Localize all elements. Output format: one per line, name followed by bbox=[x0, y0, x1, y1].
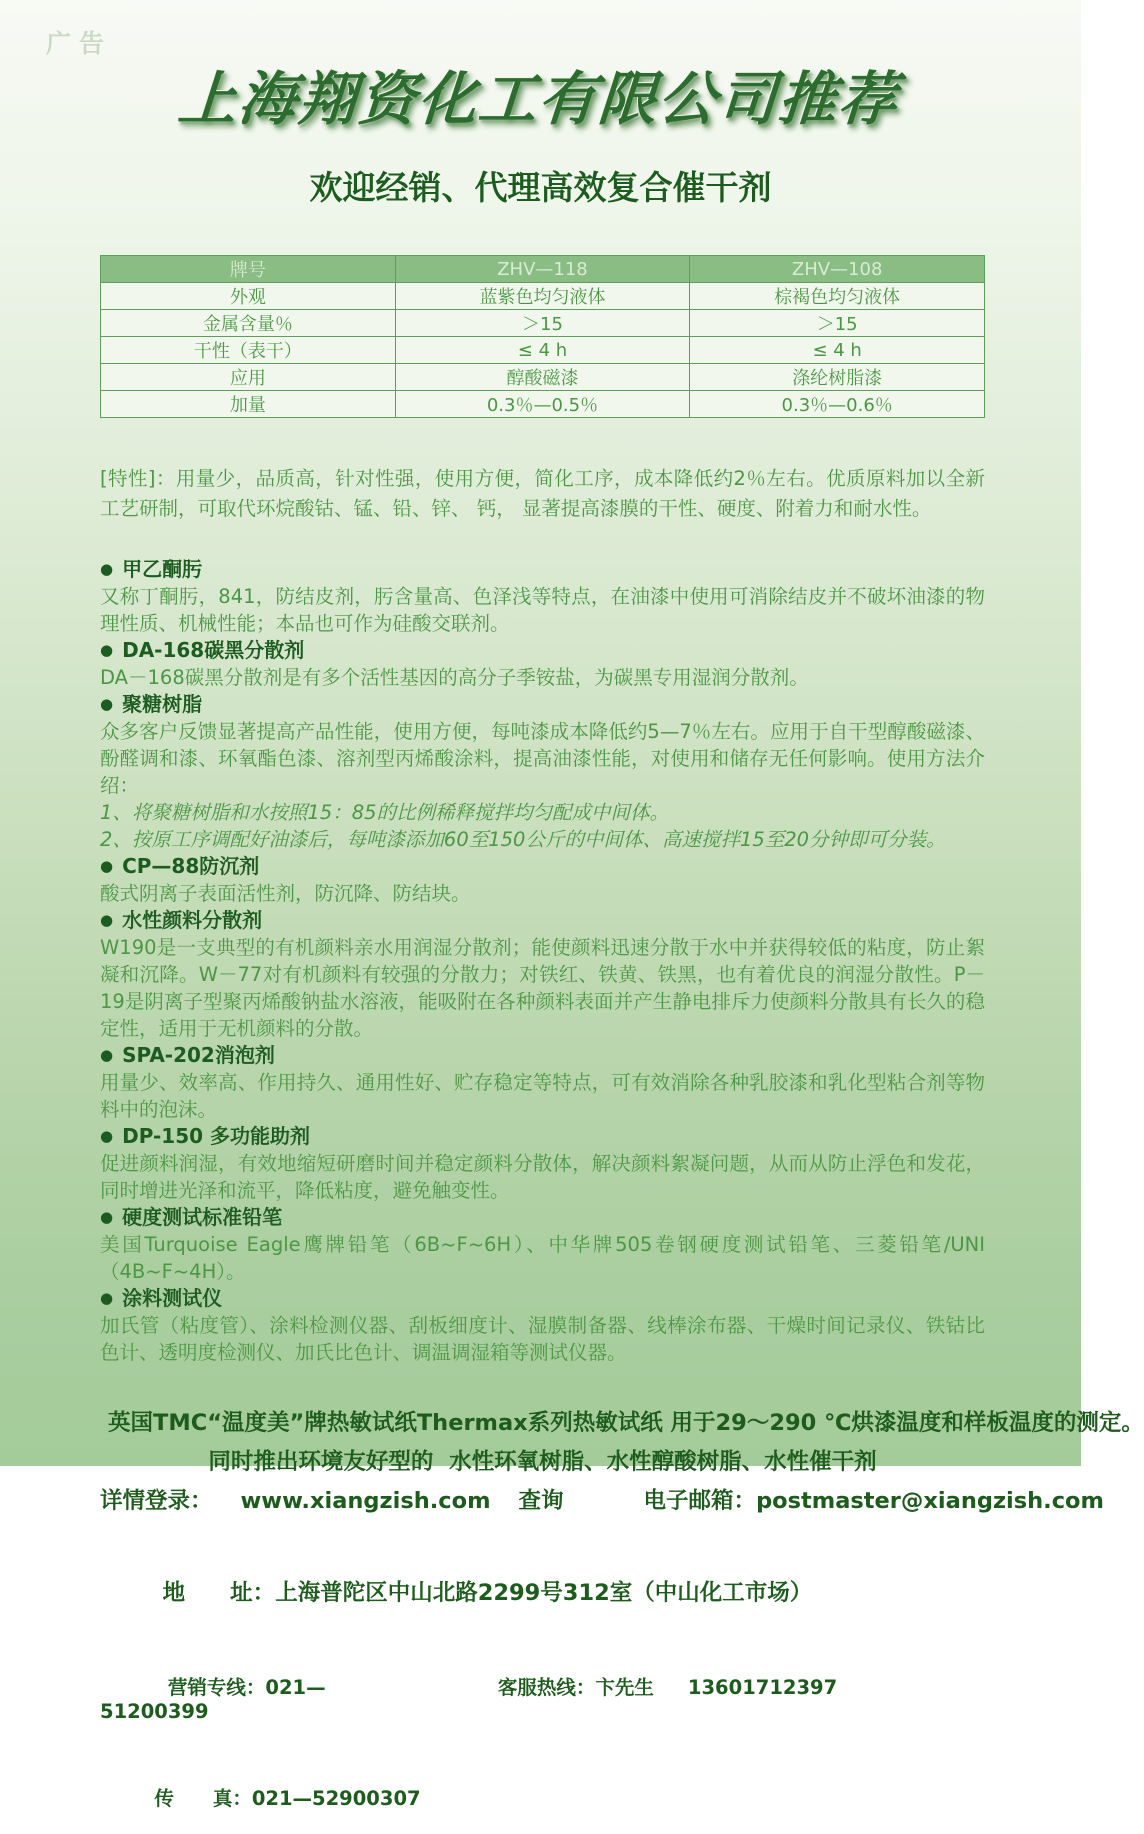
section-dp150 bbox=[100, 1123, 985, 1204]
marketing-line bbox=[100, 1649, 430, 1746]
email-label: 电子邮箱： bbox=[643, 1488, 757, 1514]
section-body: 促进颜料润湿，有效地缩短研磨时间并稳定颜料分散体，解决颜料絮凝问题，从而从防止浮色和发花，同时增进光泽和流平，降低粘度，避免触变性。 bbox=[100, 1152, 985, 1202]
table-header-cell: 牌号 bbox=[101, 256, 396, 283]
section-heading bbox=[100, 556, 985, 583]
section-heading bbox=[100, 907, 985, 934]
contact-block bbox=[100, 1549, 985, 1834]
table-cell: ＞15 bbox=[690, 310, 985, 337]
table-cell: ＞15 bbox=[395, 310, 690, 337]
features-paragraph: [特性]：用量少，品质高，针对性强，使用方便，简化工序，成本降低约2％左右。优质原料加以全新工艺研制，可取代环烷酸钴、锰、铅、锌、 钙， 显著提高漆膜的干性、硬度、附着力和耐水性。 bbox=[100, 467, 985, 520]
ad-corner-label: 广告 bbox=[46, 29, 113, 58]
usage-step-1: 1、将聚糖树脂和水按照15：85的比例稀释搅拌均匀配成中间体。 bbox=[100, 801, 670, 824]
section-heading bbox=[100, 1285, 985, 1312]
section-body: DA－168碳黑分散剂是有多个活性基因的高分子季铵盐，为碳黑专用湿润分散剂。 bbox=[100, 666, 809, 689]
table-cell: 蓝紫色均匀液体 bbox=[395, 283, 690, 310]
table-row bbox=[101, 391, 985, 418]
website-label: 详情登录： bbox=[100, 1488, 213, 1514]
section-body: 众多客户反馈显著提高产品性能，使用方便，每吨漆成本降低约5—7％左右。应用于自干型醇酸磁漆、酚醛调和漆、环氧酯色漆、溶剂型丙烯酸涂料，提高油漆性能，对使用和储存无任何影响。使用方法介绍： bbox=[100, 720, 985, 797]
table-cell: 醇酸磁漆 bbox=[395, 364, 690, 391]
section-heading bbox=[100, 1204, 985, 1231]
table-cell: 金属含量％ bbox=[101, 310, 396, 337]
website-text: www.xiangzish.com bbox=[240, 1488, 491, 1514]
marketing-phone: 021—51200399 bbox=[100, 1676, 326, 1723]
page-title: 上海翔资化工有限公司推荐 bbox=[175, 65, 901, 133]
section-body: 美国Turquoise Eagle鹰牌铅笔（6B~F~6H）、中华牌505卷钢硬度测试铅笔、三菱铅笔/UNI（4B~F~4H）。 bbox=[100, 1233, 985, 1283]
promo-waterborne-line: 同时推出环境友好型的 水性环氧树脂、水性醇酸树脂、水性催干剂 bbox=[208, 1449, 877, 1475]
service-label: 客服热线： bbox=[497, 1676, 596, 1699]
section-heading-label: 聚糖树脂 bbox=[122, 692, 203, 716]
email-text: postmaster@xiangzish.com bbox=[756, 1488, 1104, 1514]
product-sections bbox=[100, 556, 985, 1366]
section-da168 bbox=[100, 637, 985, 691]
table-header-cell: ZHV—118 bbox=[395, 256, 690, 283]
bullet-icon: ● bbox=[100, 560, 114, 578]
section-cp88 bbox=[100, 853, 985, 907]
service-line bbox=[430, 1649, 837, 1746]
table-header-cell: ZHV—108 bbox=[690, 256, 985, 283]
bullet-icon: ● bbox=[100, 695, 114, 713]
promo-links-line bbox=[100, 1482, 1104, 1521]
section-body: 加氏管（粘度管）、涂料检测仪器、刮板细度计、湿膜制备器、线棒涂布器、干燥时间记录仪、铁钴比色计、透明度检测仪、加氏比色计、调温调湿箱等测试仪器。 bbox=[100, 1314, 985, 1364]
table-row bbox=[101, 337, 985, 364]
bullet-icon: ● bbox=[100, 1208, 114, 1226]
bullet-icon: ● bbox=[100, 1127, 114, 1145]
table-cell: 0.3％—0.6％ bbox=[690, 391, 985, 418]
table-header-row bbox=[101, 256, 985, 283]
section-heading-label: 水性颜料分散剂 bbox=[122, 908, 263, 932]
address-label: 地 址： bbox=[162, 1580, 276, 1606]
fax-phone: 021—52900307 bbox=[251, 1787, 421, 1810]
section-jutang-shuzhi bbox=[100, 691, 985, 853]
section-heading bbox=[100, 1123, 985, 1150]
table-cell: ≤ 4 h bbox=[395, 337, 690, 364]
section-jiayi-tongwo bbox=[100, 556, 985, 637]
section-heading-label: DA-168碳黑分散剂 bbox=[122, 638, 305, 662]
table-cell: 应用 bbox=[101, 364, 396, 391]
section-heading-label: 涂料测试仪 bbox=[122, 1286, 223, 1310]
table-cell: 干性（表干） bbox=[101, 337, 396, 364]
query-label: 查询 bbox=[518, 1488, 564, 1514]
section-body: 又称丁酮肟，841，防结皮剂，肟含量高、色泽浅等特点，在油漆中使用可消除结皮并不破坏油漆的物理性质、机械性能；本品也可作为硅酸交联剂。 bbox=[100, 585, 985, 635]
table-cell: 涤纶树脂漆 bbox=[690, 364, 985, 391]
section-heading-label: CP—88防沉剂 bbox=[122, 854, 260, 878]
section-heading bbox=[100, 853, 985, 880]
service-contact: 卞先生 bbox=[595, 1676, 654, 1699]
marketing-label: 营销专线： bbox=[167, 1676, 266, 1699]
bullet-icon: ● bbox=[100, 641, 114, 659]
promo-block bbox=[100, 1404, 1144, 1521]
section-tuliao-ceshiyi bbox=[100, 1285, 985, 1366]
section-heading bbox=[100, 1042, 985, 1069]
address-value: 上海普陀区中山北路2299号312室（中山化工市场） bbox=[275, 1580, 813, 1606]
table-cell: ≤ 4 h bbox=[690, 337, 985, 364]
section-shuixing-yanliao bbox=[100, 907, 985, 1042]
page-subtitle: 欢迎经销、代理高效复合催干剂 bbox=[309, 168, 772, 207]
bullet-icon: ● bbox=[100, 1046, 114, 1064]
promo-thermax-line: 英国TMC“温度美”牌热敏试纸Thermax系列热敏试纸 用于29～290 ℃烘漆温度和样板温度的测定。 bbox=[108, 1410, 1144, 1436]
section-heading bbox=[100, 637, 985, 664]
section-heading bbox=[100, 691, 985, 718]
section-yingdu-qianbi bbox=[100, 1204, 985, 1285]
section-heading-label: SPA-202消泡剂 bbox=[122, 1043, 275, 1067]
section-body: W190是一支典型的有机颜料亲水用润湿分散剂；能使颜料迅速分散于水中并获得较低的粘度，防止絮凝和沉降。W－77对有机颜料有较强的分散力；对铁红、铁黄、铁黑，也有着优良的润湿分散性。P－19是阴离子型聚丙烯酸钠盐水溶液，能吸附在各种颜料表面并产生静电排斥力使颜料分散具有长久的稳定性，适用于无机颜料的分散。 bbox=[100, 936, 985, 1040]
section-spa202 bbox=[100, 1042, 985, 1123]
section-heading-label: 硬度测试标准铅笔 bbox=[122, 1205, 283, 1229]
bullet-icon: ● bbox=[100, 1289, 114, 1307]
table-row bbox=[101, 310, 985, 337]
table-cell: 棕褐色均匀液体 bbox=[690, 283, 985, 310]
usage-step-2: 2、按原工序调配好油漆后，每吨漆添加60至150公斤的中间体、高速搅拌15至20分钟即可分装。 bbox=[100, 828, 946, 851]
section-body: 用量少、效率高、作用持久、通用性好、贮存稳定等特点，可有效消除各种乳胶漆和乳化型粘合剂等物料中的泡沫。 bbox=[100, 1071, 985, 1121]
section-body: 酸式阴离子表面活性剂，防沉降、防结块。 bbox=[100, 882, 471, 905]
product-spec-table bbox=[100, 255, 985, 418]
table-cell: 加量 bbox=[101, 391, 396, 418]
fax-line bbox=[100, 1760, 985, 1834]
table-row bbox=[101, 283, 985, 310]
bullet-icon: ● bbox=[100, 857, 114, 875]
section-heading-label: 甲乙酮肟 bbox=[122, 557, 203, 581]
service-phone: 13601712397 bbox=[687, 1676, 838, 1699]
table-cell: 外观 bbox=[101, 283, 396, 310]
fax-label: 传 真： bbox=[154, 1787, 252, 1810]
address-line bbox=[100, 1549, 985, 1633]
table-row bbox=[101, 364, 985, 391]
table-cell: 0.3％—0.5％ bbox=[395, 391, 690, 418]
phone-row bbox=[100, 1649, 985, 1746]
section-heading-label: DP-150 多功能助剂 bbox=[122, 1124, 311, 1148]
bullet-icon: ● bbox=[100, 911, 114, 929]
